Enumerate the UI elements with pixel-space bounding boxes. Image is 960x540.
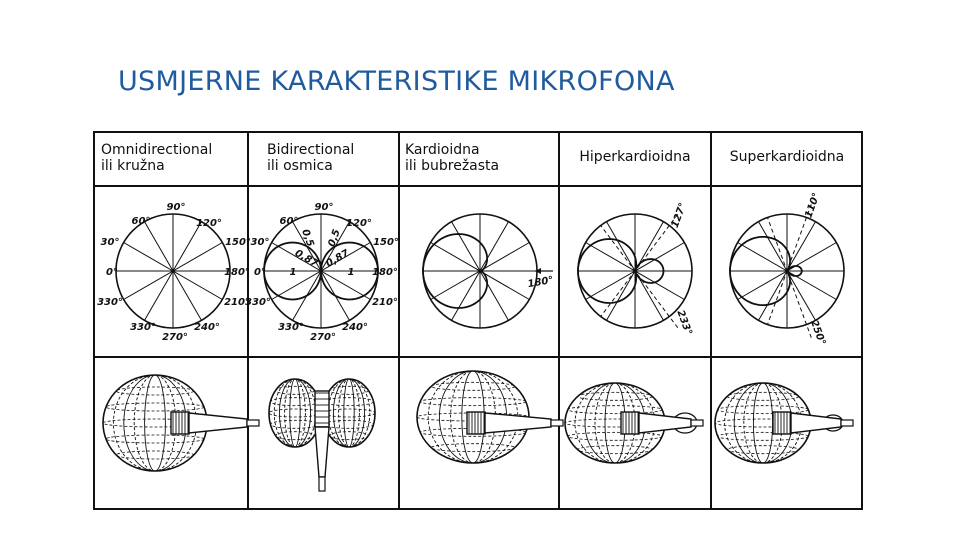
meridian-line (290, 379, 300, 447)
microphone-body (315, 427, 329, 477)
microphone-grille (315, 391, 329, 427)
parallel-line (578, 392, 653, 400)
microphone-grille (467, 412, 485, 434)
meridian-line (134, 375, 176, 471)
header-line: Bidirectional (267, 142, 355, 158)
meridian-line (279, 379, 310, 447)
polar-diagrams-row (97, 191, 844, 347)
angle-label: 270° (162, 332, 188, 343)
cardioid-polar-diagram (423, 214, 554, 328)
parallel-line (116, 451, 194, 459)
bidirectional-polar-diagram (245, 202, 399, 343)
parallel-line (568, 432, 662, 440)
parallel-line (568, 406, 662, 414)
header-line: ili bubrežasta (405, 158, 500, 174)
null-angle-line (768, 217, 812, 337)
meridian-line (145, 375, 166, 471)
microphone-body (485, 413, 551, 433)
angle-label: 0° (254, 267, 266, 278)
angle-label: 180° (372, 267, 398, 278)
angle-label: 330° (278, 322, 304, 333)
parallel-line (324, 420, 373, 428)
angle-label: 30° (100, 237, 120, 248)
angle-label: 0,87 (292, 247, 320, 270)
parallel-line (270, 420, 319, 428)
angle-label: 330° (130, 322, 156, 333)
angle-label: 180° (526, 274, 555, 291)
microphone-connector (841, 420, 853, 426)
microphone-patterns-figure (93, 131, 863, 510)
arrow-head-icon (535, 268, 541, 274)
angle-label: 0,5 (326, 227, 343, 249)
parallel-line (269, 409, 321, 417)
hypercardioid-pickup-illustration (565, 383, 703, 463)
microphone-body (639, 413, 691, 433)
slide-title: USMJERNE KARAKTERISTIKE MIKROFONA (118, 66, 675, 97)
angle-label: 30° (250, 237, 270, 248)
parallel-line (718, 432, 809, 440)
microphone-body (189, 413, 247, 433)
parallel-line (270, 398, 319, 406)
microphone-grille (621, 412, 639, 434)
angle-label: 60° (131, 216, 151, 227)
parallel-line (420, 398, 526, 406)
angle-label: 240° (194, 322, 220, 333)
angle-label: 270° (310, 332, 336, 343)
angle-label: 233° (674, 308, 694, 337)
parallel-line (116, 387, 194, 395)
patterns-artwork (95, 133, 865, 512)
angle-label: 110° (803, 191, 823, 220)
header-line: ili osmica (267, 158, 333, 174)
angle-label: 0° (106, 267, 118, 278)
angle-label: 250° (808, 318, 828, 347)
angle-label: 0,5 (299, 227, 316, 249)
angle-label: 150° (373, 237, 399, 248)
microphone-connector (691, 420, 703, 426)
parallel-line (578, 446, 653, 454)
supercardioid-pickup-illustration (715, 383, 853, 463)
parallel-line (106, 435, 204, 443)
angle-label: 330° (245, 297, 271, 308)
header-line: Kardioidna (405, 142, 480, 158)
null-angle-line (768, 204, 812, 324)
angle-label: 150° (225, 237, 251, 248)
omni-pickup-illustration (103, 375, 259, 471)
supercardioid-polar-diagram (730, 191, 844, 347)
angle-label: 1 (289, 267, 297, 278)
header-line: Hiperkardioidna (579, 149, 691, 165)
angle-label: 127° (669, 201, 689, 230)
bidirectional-pickup-illustration (269, 379, 375, 491)
angle-label: 90° (166, 202, 186, 213)
angle-label: 1 (347, 267, 355, 278)
angle-label: 180° (224, 267, 250, 278)
parallel-line (718, 406, 809, 414)
parallel-line (431, 382, 514, 390)
meridian-line (339, 379, 360, 447)
angle-label: 0,87 (324, 247, 352, 270)
angle-label: 330° (97, 297, 123, 308)
microphone-connector (319, 477, 325, 491)
angle-label: 210° (224, 297, 250, 308)
meridian-line (328, 379, 370, 447)
meridian-line (333, 379, 364, 447)
angle-label: 240° (342, 322, 368, 333)
header-line: ili kružna (101, 158, 165, 174)
cardioid-pickup-illustration (417, 371, 563, 463)
parallel-line (106, 403, 204, 411)
meridian-line (274, 379, 316, 447)
omni-polar-diagram (97, 202, 251, 343)
microphone-connector (551, 420, 563, 426)
parallel-line (323, 409, 375, 417)
meridian-line (344, 379, 354, 447)
angle-label: 120° (346, 218, 372, 229)
meridian-line (753, 383, 772, 463)
angle-label: 120° (196, 218, 222, 229)
microphone-grille (171, 412, 189, 434)
parallel-line (324, 398, 373, 406)
header-line: Superkardioidna (729, 149, 845, 165)
angle-label: 90° (314, 202, 334, 213)
angle-label: 210° (372, 297, 398, 308)
meridian-line (285, 379, 306, 447)
microphone-pickup-row (103, 371, 853, 491)
microphone-grille (773, 412, 791, 434)
hypercardioid-polar-diagram (578, 201, 694, 336)
angle-label: 60° (279, 216, 299, 227)
null-angle-line (601, 225, 678, 327)
parallel-line (727, 446, 799, 454)
null-angle-line (601, 214, 678, 316)
microphone-connector (247, 420, 259, 426)
microphone-body (791, 413, 841, 433)
parallel-line (727, 392, 799, 400)
parallel-line (431, 444, 514, 452)
header-line: Omnidirectional (101, 142, 213, 158)
